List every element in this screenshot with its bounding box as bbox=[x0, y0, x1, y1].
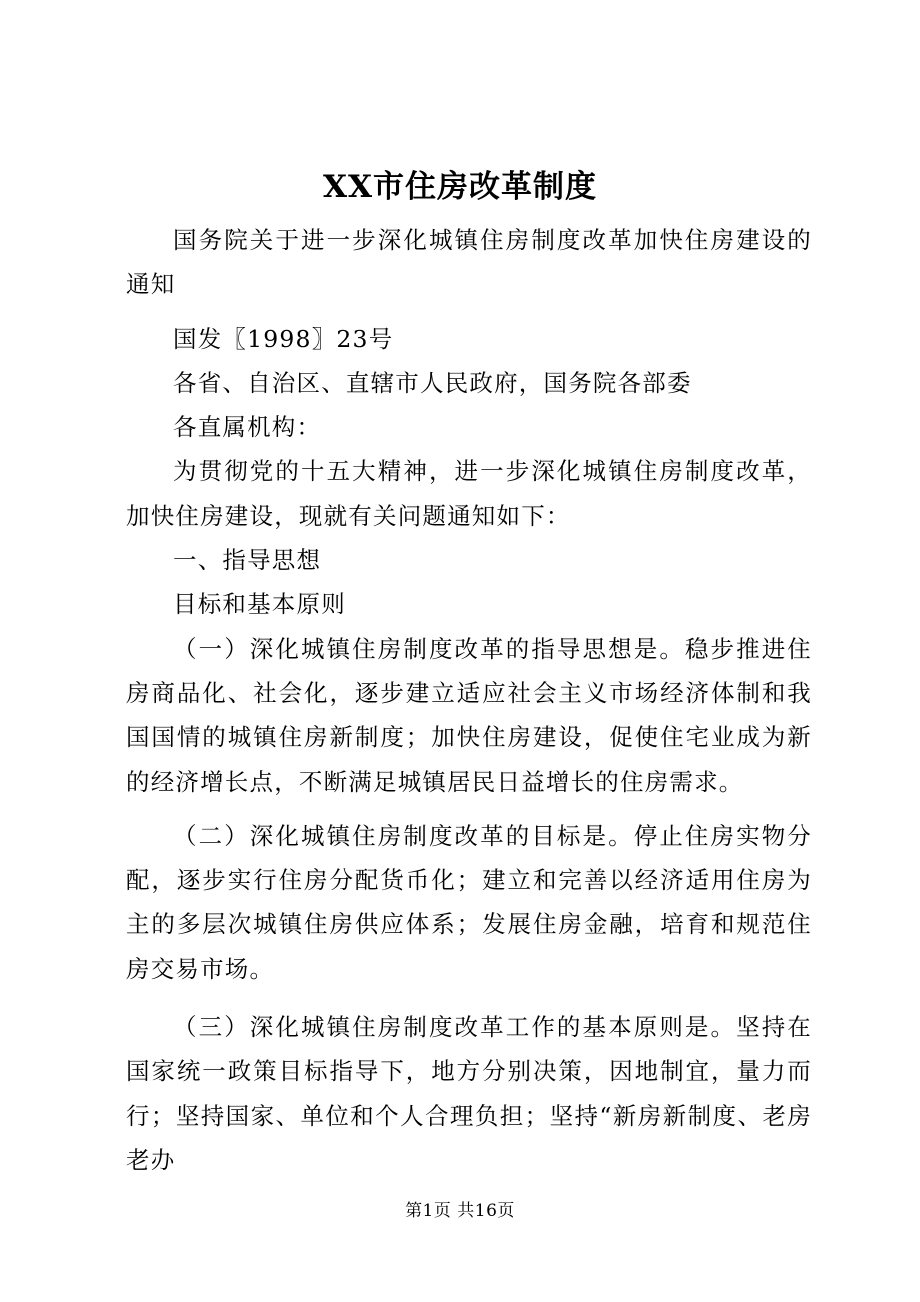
paragraph-heading-goals: 目标和基本原则 bbox=[173, 590, 346, 619]
paragraph-heading-guiding-thought: 一、指导思想 bbox=[173, 546, 322, 575]
page-footer: 第1页 共16页 bbox=[405, 1201, 515, 1221]
paragraph-addressees-cont: 各直属机构： bbox=[173, 413, 322, 442]
paragraph-item-3: （三）深化城镇住房制度改革工作的基本原则是。坚持在国家统一政策目标指导下，地方分别决策，因地制宜，量力而行；坚持国家、单位和个人合理负担；坚持“新房新制度、老房老办 bbox=[126, 1013, 812, 1174]
paragraph-addressees: 各省、自治区、直辖市人民政府，国务院各部委 bbox=[173, 368, 692, 397]
paragraph-item-2: （二）深化城镇住房制度改革的目标是。停止住房实物分配，逐步实行住房分配货币化；建立和完善以经济适用住房为主的多层次城镇住房供应体系；发展住房金融，培育和规范住房交易市场。 bbox=[126, 821, 812, 983]
document-title: XX市住房改革制度 bbox=[322, 169, 598, 205]
paragraph-document-number: 国发〖1998〗23号 bbox=[173, 324, 394, 353]
document-body bbox=[126, 218, 812, 1182]
paragraph-item-1: （一）深化城镇住房制度改革的指导思想是。稳步推进住房商品化、社会化，逐步建立适应社会主义市场经济体制和我国国情的城镇住房新制度；加快住房建设，促使住宅业成为新的经济增长点，不断满足城镇居民日益增长的住房需求。 bbox=[126, 634, 812, 796]
paragraph-intro: 为贯彻党的十五大精神，进一步深化城镇住房制度改革，加快住房建设，现就有关问题通知如下： bbox=[126, 457, 812, 530]
paragraph-notice-title: 国务院关于进一步深化城镇住房制度改革加快住房建设的通知 bbox=[126, 226, 812, 299]
